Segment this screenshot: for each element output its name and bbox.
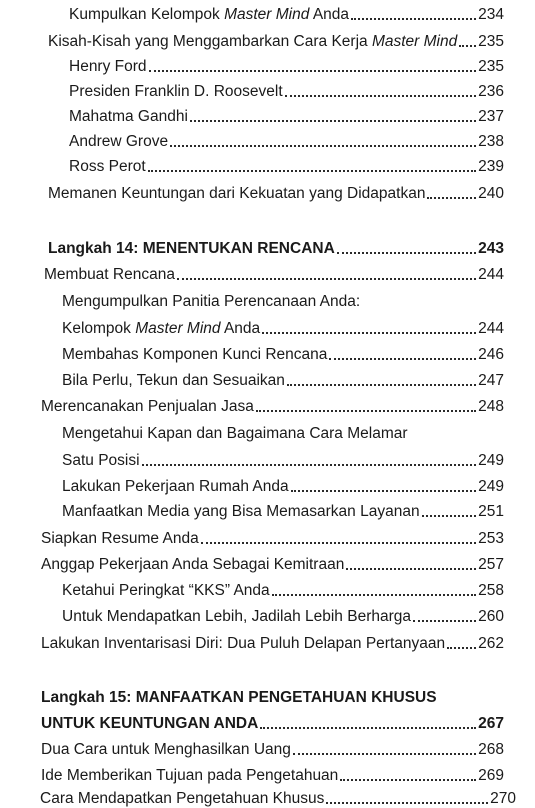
- toc-entry-page: 262: [478, 635, 504, 652]
- toc-leader-dots: [427, 197, 476, 199]
- toc-entry-page: 267: [478, 715, 504, 732]
- toc-entry-page: 237: [478, 108, 504, 125]
- toc-entry-page: 251: [478, 503, 504, 520]
- toc-entry-title: Lakukan Inventarisasi Diri: Dua Puluh Delapan Pertanyaan: [41, 635, 446, 652]
- toc-entry: [62, 582, 504, 600]
- toc-entry-title: Mahatma Gandhi: [69, 108, 188, 125]
- toc-entry-title: Kelompok Master Mind Anda: [62, 320, 261, 337]
- toc-entry: [44, 266, 504, 284]
- toc-entry-page: 257: [478, 556, 504, 573]
- toc-entry: [62, 346, 504, 364]
- toc-entry: [69, 83, 504, 101]
- toc-leader-dots: [170, 145, 476, 147]
- toc-leader-dots: [272, 594, 476, 596]
- toc-leader-dots: [413, 620, 476, 622]
- toc-entry-page: 239: [478, 158, 504, 175]
- toc-entry: [41, 556, 504, 574]
- toc-entry: [41, 741, 504, 759]
- toc-leader-dots: [340, 779, 476, 781]
- toc-entry-title: Memanen Keuntungan dari Kekuatan yang Didapatkan: [48, 185, 426, 202]
- toc-entry-title: Ross Perot: [69, 158, 146, 175]
- toc-leader-dots: [346, 568, 476, 570]
- toc-leader-dots: [326, 802, 488, 804]
- toc-entry-page: 246: [478, 346, 504, 363]
- toc-entry-page: 269: [478, 767, 504, 784]
- toc-leader-dots: [459, 45, 476, 47]
- toc-entry-page: 253: [478, 530, 504, 547]
- toc-entry-page: 244: [478, 266, 504, 283]
- toc-entry-title: Ide Memberikan Tujuan pada Pengetahuan: [41, 767, 339, 784]
- toc-entry-page: 234: [478, 6, 504, 23]
- toc-entry-title: Presiden Franklin D. Roosevelt: [69, 83, 283, 100]
- toc-leader-dots: [190, 120, 476, 122]
- toc-leader-dots: [256, 410, 476, 412]
- toc-entry: [41, 530, 504, 548]
- toc-leader-dots: [260, 727, 476, 729]
- toc-entry: [48, 33, 504, 51]
- toc-entry: [41, 767, 504, 785]
- toc-entry: [62, 503, 504, 521]
- toc-entry-title: Merencanakan Penjualan Jasa: [41, 398, 254, 415]
- toc-entry-page: 270: [490, 790, 516, 807]
- toc-entry-title: Siapkan Resume Anda: [41, 530, 199, 547]
- toc-entry-title: Membuat Rencana: [44, 266, 175, 283]
- toc-entry-title: UNTUK KEUNTUNGAN ANDA: [41, 715, 259, 732]
- toc-entry: [48, 185, 504, 203]
- toc-entry-page: 238: [478, 133, 504, 150]
- toc-entry-title: Henry Ford: [69, 58, 147, 75]
- toc-entry-page: 248: [478, 398, 504, 415]
- toc-leader-dots: [149, 70, 477, 72]
- toc-leader-dots: [262, 332, 476, 334]
- toc-leader-dots: [287, 384, 476, 386]
- toc-entry-title-line: Mengumpulkan Panitia Perencanaan Anda:: [62, 293, 361, 310]
- toc-entry-title: Kumpulkan Kelompok Master Mind Anda: [69, 6, 350, 23]
- toc-entry-page: 249: [478, 478, 504, 495]
- toc-entry-title: Kisah-Kisah yang Menggambarkan Cara Kerja Master Mind: [48, 33, 458, 50]
- toc-entry-title: Untuk Mendapatkan Lebih, Jadilah Lebih Berharga: [62, 608, 411, 625]
- toc-entry: [69, 108, 504, 126]
- toc-entry: [40, 790, 516, 808]
- toc-entry-page: 260: [478, 608, 504, 625]
- toc-entry: [69, 6, 504, 24]
- toc-entry: [41, 635, 504, 653]
- toc-entry-title: Ketahui Peringkat “KKS” Anda: [62, 582, 270, 599]
- toc-leader-dots: [291, 490, 476, 492]
- toc-entry-title: Cara Mendapatkan Pengetahuan Khusus: [40, 790, 325, 807]
- toc-entry-page: 235: [478, 58, 504, 75]
- toc-entry-title: Manfaatkan Media yang Bisa Memasarkan Layanan: [62, 503, 420, 520]
- toc-chapter-heading: [48, 240, 504, 258]
- toc-entry: [41, 398, 504, 416]
- toc-leader-dots: [285, 95, 476, 97]
- toc-entry: [69, 58, 504, 76]
- toc-entry-page: 243: [478, 240, 504, 257]
- toc-cutoff-container: [40, 790, 516, 807]
- toc-entry-title: Andrew Grove: [69, 133, 169, 150]
- toc-leader-dots: [447, 647, 476, 649]
- toc-entry: [62, 320, 504, 338]
- toc-entry-title-line: Mengetahui Kapan dan Bagaimana Cara Melamar: [62, 425, 408, 442]
- toc-leader-dots: [351, 18, 476, 20]
- toc-entry-page: 236: [478, 83, 504, 100]
- toc-entry-title: Lakukan Pekerjaan Rumah Anda: [62, 478, 289, 495]
- toc-entry-title: Satu Posisi: [62, 452, 140, 469]
- toc-leader-dots: [148, 170, 476, 172]
- toc-entry-page: 240: [478, 185, 504, 202]
- toc-entry: [62, 608, 504, 626]
- toc-entry: [69, 158, 504, 176]
- toc-entry-page: 247: [478, 372, 504, 389]
- toc-leader-dots: [142, 464, 477, 466]
- toc-chapter-heading: [41, 715, 504, 733]
- toc-entry: [62, 478, 504, 496]
- toc-entry-title: Dua Cara untuk Menghasilkan Uang: [41, 741, 291, 758]
- toc-entry-title: Bila Perlu, Tekun dan Sesuaikan: [62, 372, 285, 389]
- toc-leader-dots: [201, 542, 476, 544]
- toc-chapter-heading-line: Langkah 15: MANFAATKAN PENGETAHUAN KHUSUS: [41, 689, 437, 706]
- toc-entry-title: Langkah 14: MENENTUKAN RENCANA: [48, 240, 335, 257]
- toc-leader-dots: [337, 252, 476, 254]
- toc-leader-dots: [177, 278, 476, 280]
- toc-entry-page: 268: [478, 741, 504, 758]
- toc-leader-dots: [329, 358, 476, 360]
- toc-entry: [62, 452, 504, 470]
- toc-entry-page: 249: [478, 452, 504, 469]
- toc-entry-page: 258: [478, 582, 504, 599]
- toc-entry: [62, 372, 504, 390]
- toc-entry-page: 244: [478, 320, 504, 337]
- toc-entry-title: Anggap Pekerjaan Anda Sebagai Kemitraan: [41, 556, 345, 573]
- toc-entry: [69, 133, 504, 151]
- toc-leader-dots: [293, 753, 476, 755]
- toc-entry-title: Membahas Komponen Kunci Rencana: [62, 346, 328, 363]
- toc-leader-dots: [422, 515, 477, 517]
- toc-entry-page: 235: [478, 33, 504, 50]
